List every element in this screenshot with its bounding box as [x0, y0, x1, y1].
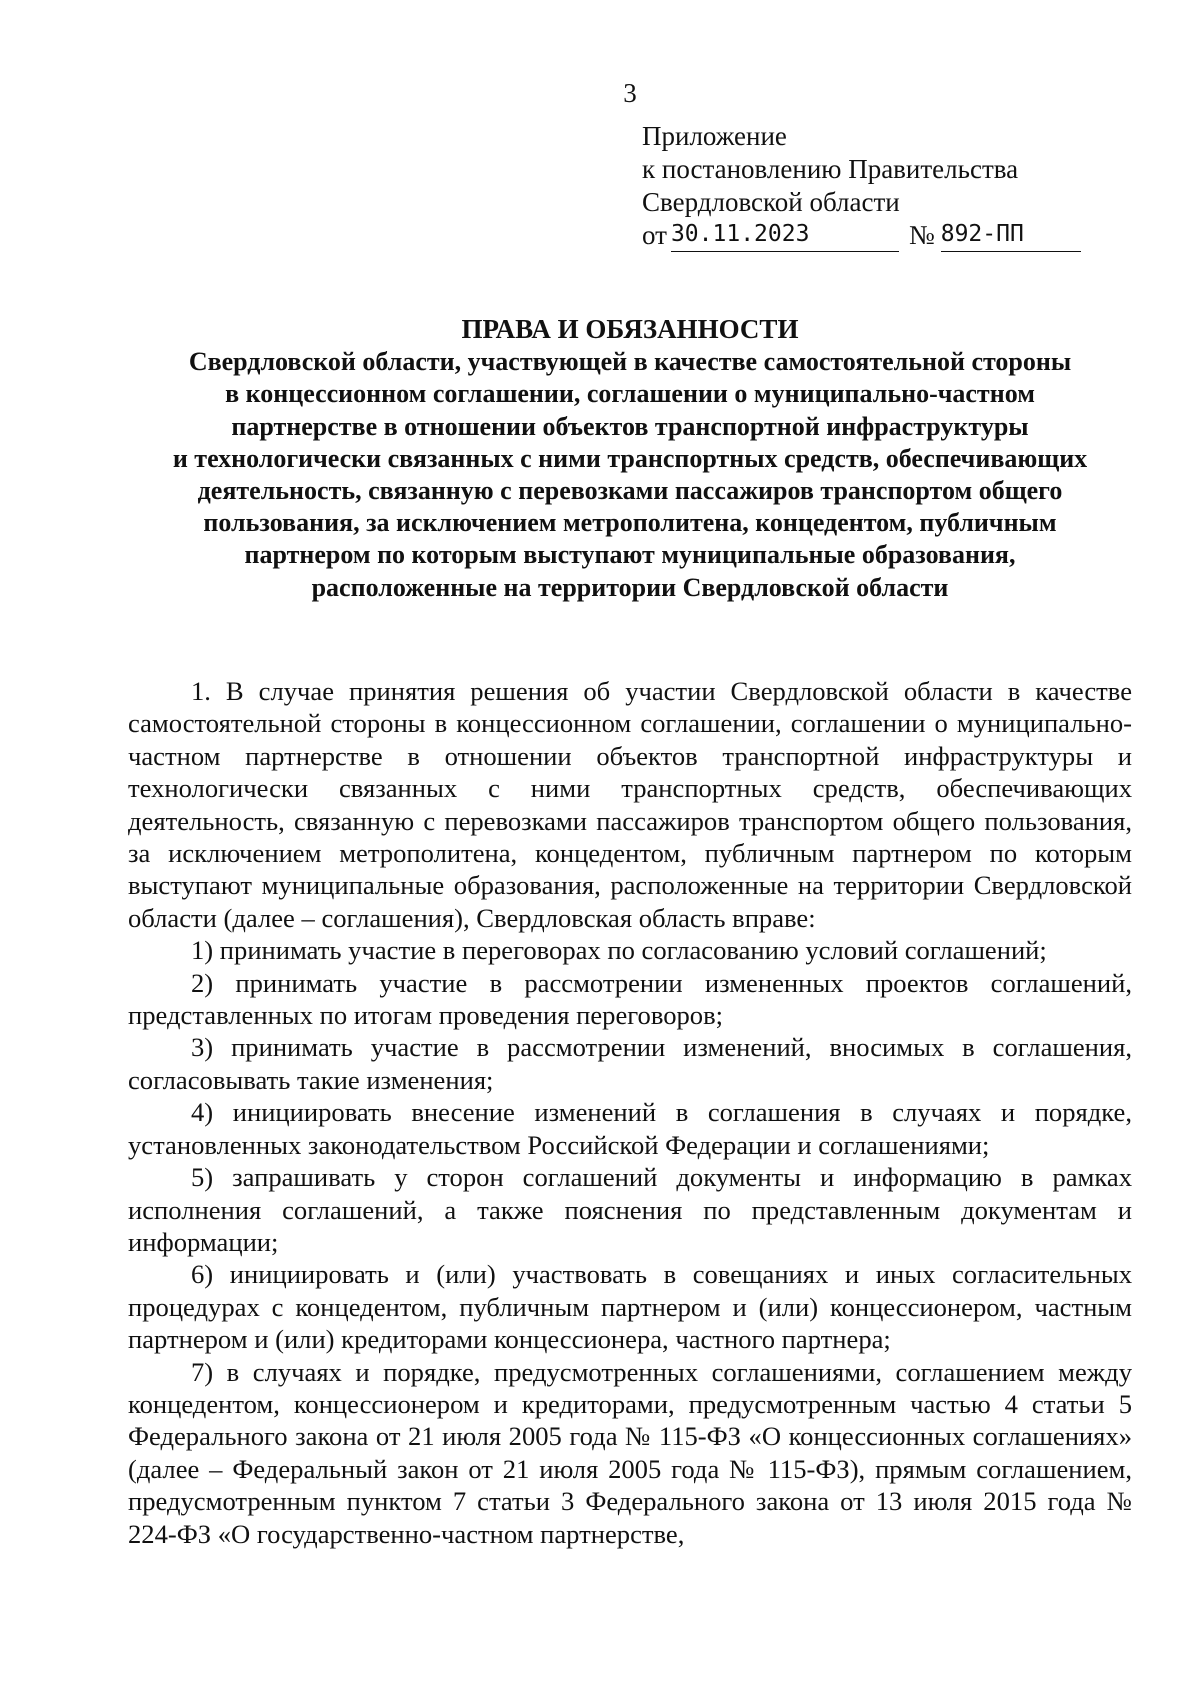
list-item-1: 1) принимать участие в переговорах по согласованию условий соглашений; — [191, 935, 1047, 966]
date-field — [670, 221, 899, 252]
list-item-2: 2) принимать участие в рассмотрении измененных проектов соглашений, представленных по итогам проведения переговоров; — [128, 967, 1132, 1031]
title-line: деятельность, связанную с перевозками пассажиров транспортом общего — [197, 476, 1063, 506]
title-line: расположенные на территории Свердловской области — [311, 572, 949, 602]
list-item-3: 3) принимать участие в рассмотрении изменений, вносимых в соглашения, согласовывать такие изменения; — [128, 1032, 1132, 1095]
appendix-block — [642, 120, 1081, 252]
title-main: ПРАВА И ОБЯЗАННОСТИ — [461, 314, 799, 344]
document-title — [0, 313, 1200, 604]
list-item-5: 5) запрашивать у сторон соглашений документы и информацию в рамках исполнения соглашений, а также пояснения по представленным документам и информации; — [128, 1162, 1132, 1257]
page-number: 3 — [623, 78, 637, 108]
number-value: 892-ПП — [940, 221, 1024, 247]
appendix-line-1: Приложение — [642, 121, 787, 151]
list-item-4: 4) инициировать внесение изменений в соглашения в случаях и порядке, установленных законодательством Российской Федерации и соглашениями; — [128, 1097, 1132, 1160]
appendix-line-2: к постановлению Правительства — [642, 154, 1019, 184]
paragraph-1: 1. В случае принятия решения об участии Свердловской области в качестве самостоятельной стороны в концессионном соглашении, соглашении о муниципально-частном партнерстве в отношении объектов транспортной инфраструктуры и технологически связанных с ними транспортных средств, обеспечивающих деятельность, связанную с перевозками пассажиров транспортом общего пользования, за исключением метрополитена, концедентом, публичным партнером по которым выступают муниципальные образования, расположенные на территории Свердловской области (далее – соглашения), Свердловская область вправе: — [128, 676, 1132, 933]
list-item-7: 7) в случаях и порядке, предусмотренных соглашениями, соглашением между концедентом, концессионером и кредиторами, предусмотренным частью 4 статьи 5 Федерального закона от 21 июля 2005 года № 115-ФЗ «О концессионных соглашениях» (далее – Федеральный закон от 21 июля 2005 года № 115-ФЗ), прямым соглашением, предусмотренным пунктом 7 статьи 3 Федерального закона от 13 июля 2015 года № 224-ФЗ «О государственно-частном партнерстве, — [128, 1356, 1132, 1549]
title-line: и технологически связанных с ними транспортных средств, обеспечивающих — [172, 443, 1088, 473]
from-label: от — [642, 220, 667, 250]
number-field — [940, 221, 1081, 252]
list-item-6: 6) инициировать и (или) участвовать в совещаниях и иных согласительных процедурах с концедентом, публичным партнером и (или) концессионером, частным партнером и (или) кредиторами концессионера, частного партнера; — [128, 1259, 1132, 1355]
title-line: партнерстве в отношении объектов транспортной инфраструктуры — [231, 411, 1029, 441]
appendix-line-3: Свердловской области — [642, 187, 900, 217]
title-line: в концессионном соглашении, соглашении о муниципально-частном — [225, 379, 1035, 409]
number-label: № — [908, 220, 935, 250]
date-value: 30.11.2023 — [670, 221, 810, 247]
title-line: партнером по которым выступают муниципальные образования, — [244, 540, 1016, 570]
title-line: Свердловской области, участвующей в качестве самостоятельной стороны — [188, 347, 1072, 377]
appendix-date-line — [642, 219, 1081, 252]
title-line: пользования, за исключением метрополитена, концедентом, публичным — [203, 508, 1057, 538]
document-body — [128, 675, 1132, 1550]
